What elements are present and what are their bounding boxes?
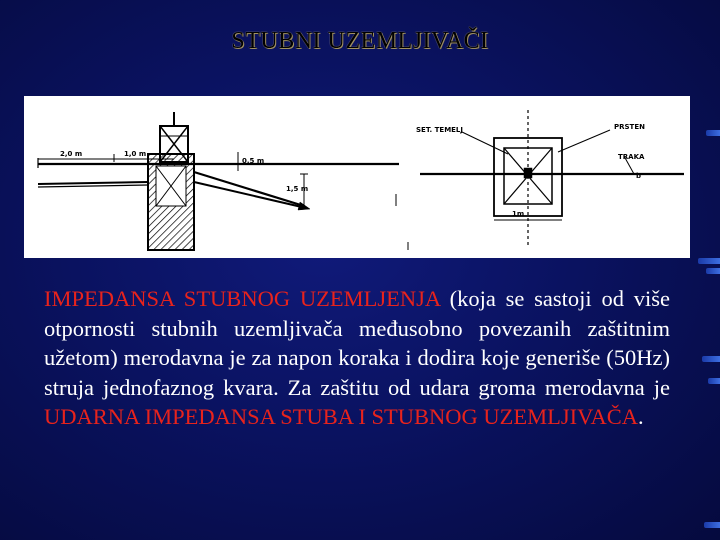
dim-label-length: 1,5 m — [286, 185, 309, 193]
grounding-diagram-figure — [24, 96, 690, 258]
label-prsten: PRSTEN — [614, 123, 645, 131]
label-temelj: SET. TEMELJ — [416, 126, 464, 134]
label-traka: TRAKA — [618, 153, 645, 161]
label-b: b — [636, 172, 642, 180]
dim-label-mid: 1,0 m — [124, 150, 147, 158]
dim-label-left: 2,0 m — [60, 150, 83, 158]
paragraph-text-1: (koja se sastoji od više otpornosti stubnih uzemljivača međusobno povezanih zaštitnim užetom) merodavna je za napon koraka i dodira koje generiše (50Hz) struja jednofaznog kvara. Za zaštitu od udara groma merodavna je — [44, 286, 670, 400]
paragraph-text-2: . — [638, 404, 644, 429]
highlight-stub-impedance: IMPEDANSA STUBNOG UZEMLJENJA — [44, 286, 440, 311]
decorative-stripes — [690, 0, 720, 540]
label-1m: 1m — [512, 210, 525, 218]
body-paragraph — [44, 284, 670, 432]
slide-title: STUBNI UZEMLJIVAČI — [231, 28, 489, 54]
dim-label-depth: 0,5 m — [242, 157, 265, 165]
cross-section-view — [38, 112, 408, 250]
grounding-diagram — [24, 96, 690, 258]
highlight-surge-impedance: UDARNA IMPEDANSA STUBA I STUBNOG UZEMLJIVAČA — [44, 404, 639, 429]
